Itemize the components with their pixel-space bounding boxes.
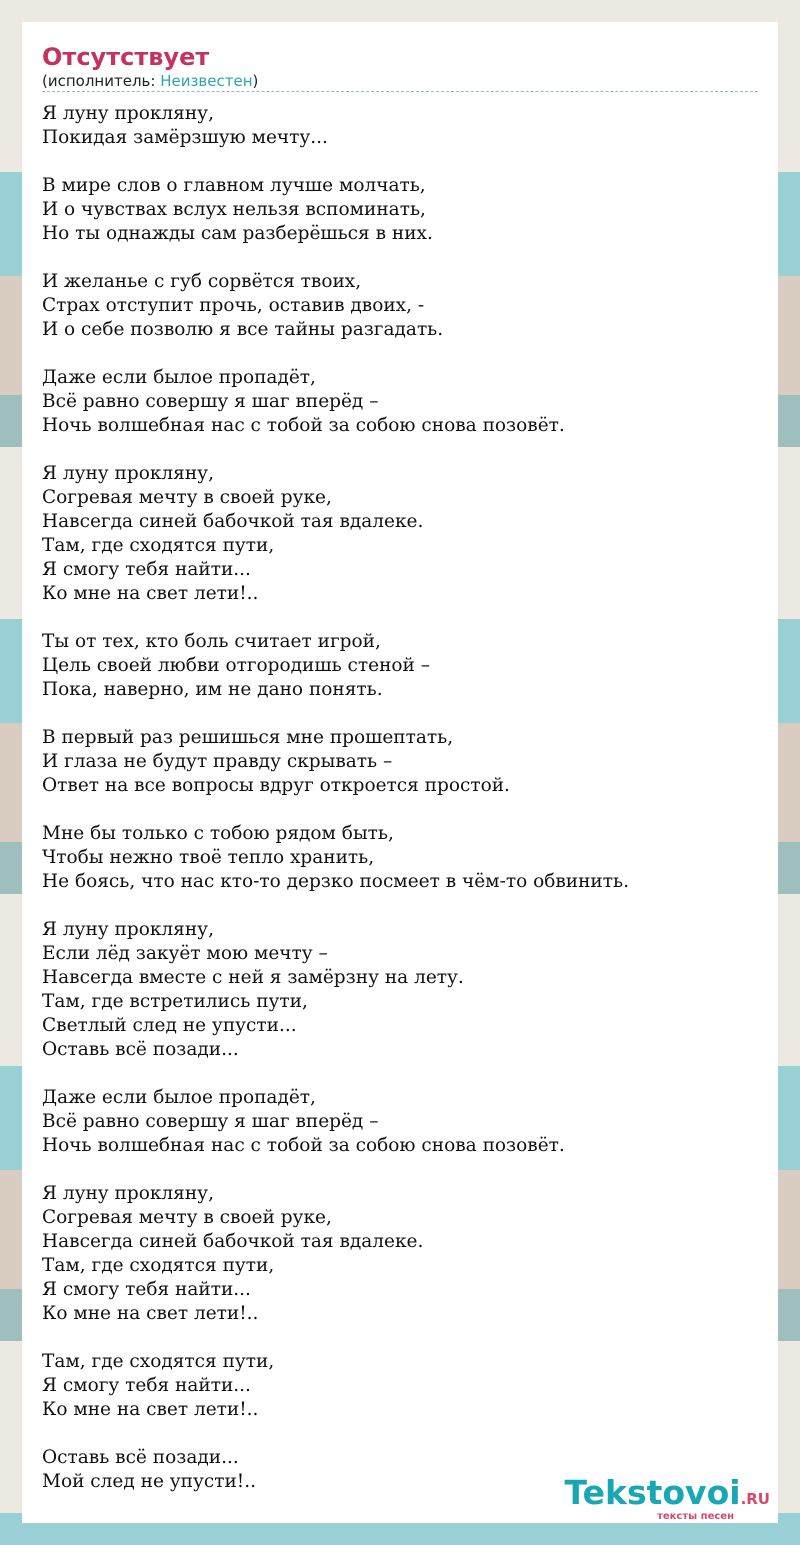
lyrics-line: Навсегда вместе с ней я замёрзну на лету. <box>42 967 464 988</box>
lyrics-text <box>42 102 758 1494</box>
lyrics-line: Там, где встретились пути, <box>42 991 308 1012</box>
lyrics-line: Там, где сходятся пути, <box>42 1255 275 1276</box>
lyrics-line: Я луну прокляну, <box>42 1183 214 1204</box>
lyrics-line: Я луну прокляну, <box>42 103 214 124</box>
site-logo[interactable] <box>565 1475 770 1523</box>
lyrics-line: В мире слов о главном лучше молчать, <box>42 175 426 196</box>
lyrics-line: Я луну прокляну, <box>42 463 214 484</box>
lyrics-line: И глаза не будут правду скрывать – <box>42 751 393 772</box>
lyrics-line: Ты от тех, кто боль считает игрой, <box>42 631 381 652</box>
lyrics-line: Там, где сходятся пути, <box>42 1351 275 1372</box>
lyrics-line: Я смогу тебя найти... <box>42 1279 251 1300</box>
lyrics-line: Покидая замёрзшую мечту... <box>42 127 328 148</box>
lyrics-stanza <box>42 270 758 342</box>
lyrics-stanza <box>42 822 758 894</box>
lyrics-stanza <box>42 1350 758 1422</box>
background-band <box>0 1523 800 1545</box>
lyrics-line: Навсегда синей бабочкой тая вдалеке. <box>42 1231 424 1252</box>
lyrics-stanza <box>42 1086 758 1158</box>
lyrics-line: Я смогу тебя найти... <box>42 1375 251 1396</box>
lyrics-stanza <box>42 102 758 150</box>
lyrics-line: Светлый след не упусти... <box>42 1015 297 1036</box>
lyrics-line: В первый раз решишься мне прошептать, <box>42 727 454 748</box>
lyrics-line: И о чувствах вслух нельзя вспоминать, <box>42 199 426 220</box>
lyrics-stanza <box>42 366 758 438</box>
performer-line <box>42 72 758 91</box>
performer-prefix: (исполнитель: <box>42 72 161 90</box>
lyrics-line: Оставь всё позади... <box>42 1039 239 1060</box>
lyrics-line: Но ты однажды сам разберёшься в них. <box>42 223 433 244</box>
performer-suffix: ) <box>252 72 259 90</box>
title-divider <box>42 91 758 92</box>
lyrics-line: Не боясь, что нас кто-то дерзко посмеет в чём-то обвинить. <box>42 871 629 892</box>
logo-name: Tekstovoi <box>564 1473 741 1512</box>
lyrics-stanza <box>42 462 758 606</box>
lyrics-line: Цель своей любви отгородишь стеной – <box>42 655 431 676</box>
lyrics-card <box>22 22 778 1523</box>
performer-link[interactable]: Неизвестен <box>160 72 253 90</box>
lyrics-line: Я луну прокляну, <box>42 919 214 940</box>
lyrics-stanza <box>42 918 758 1062</box>
lyrics-line: Даже если былое пропадёт, <box>42 367 316 388</box>
lyrics-line: И о себе позволю я все тайны разгадать. <box>42 319 444 340</box>
lyrics-line: Ко мне на свет лети!.. <box>42 1399 259 1420</box>
lyrics-line: Если лёд закуёт мою мечту – <box>42 943 328 964</box>
lyrics-line: Ночь волшебная нас с тобой за собою снова позовёт. <box>42 1135 565 1156</box>
lyrics-line: Согревая мечту в своей руке, <box>42 1207 332 1228</box>
logo-tagline: тексты песен <box>657 1511 734 1522</box>
lyrics-line: Страх отступит прочь, оставив двоих, - <box>42 295 425 316</box>
lyrics-line: Навсегда синей бабочкой тая вдалеке. <box>42 511 424 532</box>
song-title: Отсутствует <box>42 43 210 71</box>
lyrics-line: Согревая мечту в своей руке, <box>42 487 332 508</box>
lyrics-stanza <box>42 1182 758 1326</box>
lyrics-line: Даже если былое пропадёт, <box>42 1087 316 1108</box>
lyrics-line: Там, где сходятся пути, <box>42 535 275 556</box>
lyrics-line: Всё равно совершу я шаг вперёд – <box>42 391 379 412</box>
lyrics-line: Всё равно совершу я шаг вперёд – <box>42 1111 379 1132</box>
lyrics-line: Пока, наверно, им не дано понять. <box>42 679 383 700</box>
lyrics-line: Ко мне на свет лети!.. <box>42 1303 259 1324</box>
lyrics-line: Ко мне на свет лети!.. <box>42 583 259 604</box>
logo-tld: .RU <box>740 1490 770 1508</box>
lyrics-line: Чтобы нежно твоё тепло хранить, <box>42 847 375 868</box>
lyrics-line: Ответ на все вопросы вдруг откроется простой. <box>42 775 510 796</box>
lyrics-line: Оставь всё позади... <box>42 1447 239 1468</box>
lyrics-line: Ночь волшебная нас с тобой за собою снова позовёт. <box>42 415 565 436</box>
lyrics-line: Мой след не упусти!.. <box>42 1471 257 1492</box>
lyrics-stanza <box>42 174 758 246</box>
lyrics-line: Я смогу тебя найти... <box>42 559 251 580</box>
lyrics-stanza <box>42 726 758 798</box>
lyrics-line: Мне бы только с тобою рядом быть, <box>42 823 394 844</box>
lyrics-line: И желанье с губ сорвётся твоих, <box>42 271 362 292</box>
lyrics-stanza <box>42 630 758 702</box>
